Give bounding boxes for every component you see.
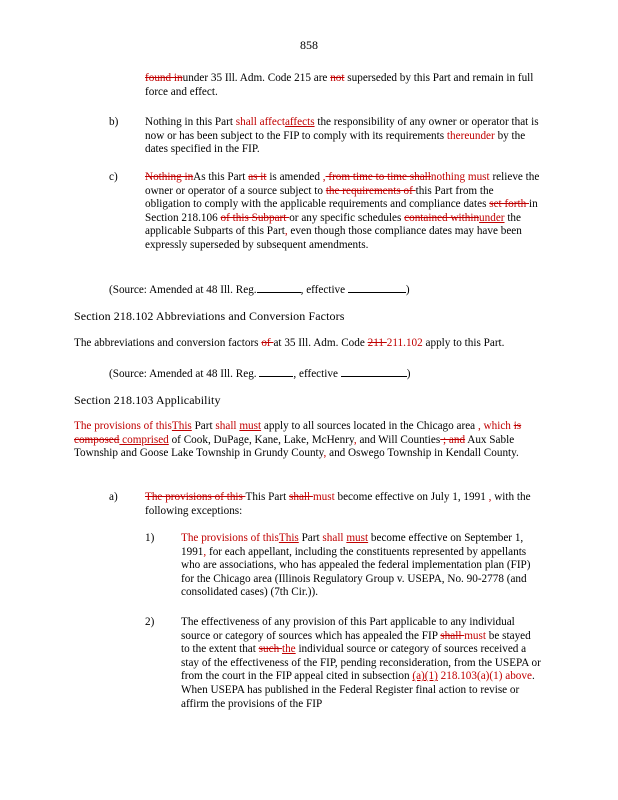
deleted-text: of: [261, 337, 274, 349]
text: As this Part: [193, 171, 249, 183]
paragraph-c: [145, 171, 540, 253]
deleted-text: 211: [367, 337, 387, 349]
inserted-text: must: [346, 532, 369, 544]
source-effective: , effective: [293, 368, 338, 380]
paragraph-b: [145, 116, 540, 157]
text: the responsibility of any owner or operator that is now or has been subject to the FIP to comply with its requirements: [145, 116, 539, 142]
inserted-text: This: [171, 420, 192, 432]
deleted-text: contained within: [404, 211, 480, 224]
text: and Will Counties: [356, 433, 441, 446]
red-text: ,: [485, 491, 492, 503]
red-text: ,: [323, 447, 327, 460]
text: even though those compliance dates may have been expressly superseded by subsequent amendments.: [145, 225, 522, 251]
item-label-a1: 1): [145, 532, 155, 544]
deleted-text: of this Subpart: [220, 211, 290, 224]
paragraph-continuation: [145, 72, 540, 99]
text: of Cook, DuPage, Kane, Lake, McHenry: [168, 433, 354, 446]
deleted-text: the requirements of: [325, 184, 416, 197]
deleted-text: set forth: [489, 198, 530, 211]
text: The abbreviations and conversion factors: [74, 337, 262, 349]
source-effective: , effective: [300, 284, 346, 296]
source-close: ): [405, 284, 410, 296]
inserted-text: This: [278, 532, 299, 544]
paragraph-218-103: [74, 420, 546, 461]
text: Aux Sable Township and Goose Lake Township in Grundy County: [74, 433, 515, 460]
red-text: ,: [322, 171, 326, 183]
deleted-text: ; and: [440, 433, 466, 446]
text: individual source or category of sources received a stay of the effectiveness of the FIP, pending reconsideration, from the USEPA or from the court in the FIP appeal cited in subsection: [181, 643, 541, 683]
red-text: must: [464, 629, 486, 642]
text: at 35 Ill. Adm. Code: [273, 337, 368, 349]
text: become effective on July 1, 1991: [334, 491, 486, 503]
red-text: must: [312, 491, 335, 503]
deleted-text: as it: [248, 171, 267, 183]
red-text: 218.103(a)(1) above: [437, 670, 532, 683]
inserted-text: (a)(1): [412, 670, 438, 683]
red-text: ,: [353, 433, 357, 446]
text: with the following exceptions:: [145, 491, 531, 517]
text: is amended: [266, 171, 323, 183]
text: by the dates specified in the FIP.: [145, 129, 526, 156]
item-label-c: c): [109, 171, 118, 183]
text: Part: [298, 532, 323, 544]
text: . When USEPA has published in the Federal Register final action to revise or affirm the provisions of the FIP: [181, 670, 535, 710]
deleted-text: not: [330, 72, 345, 84]
text: and Oswego Township in Kendall County.: [326, 447, 519, 460]
paragraph-a1: [181, 532, 541, 600]
paragraph-218-102: [74, 337, 544, 351]
text: superseded by this Part and remain in full force and effect.: [145, 72, 534, 98]
blank-register: [259, 366, 293, 377]
red-text: thereunder: [446, 129, 495, 142]
inserted-text: comprised: [119, 433, 169, 446]
section-heading-218-103: Section 218.103 Applicability: [74, 393, 221, 407]
inserted-text: under: [479, 211, 505, 224]
source-prefix: (Source: Amended at 48 Ill. Reg.: [109, 284, 257, 296]
red-text: The provisions of this: [74, 420, 172, 432]
text: this Part from the obligation to comply with the applicable requirements and compliance dates: [145, 184, 494, 211]
inserted-text: the: [281, 643, 296, 656]
red-text: shall: [215, 420, 240, 432]
text: under 35 Ill. Adm. Code 215 are: [182, 72, 331, 84]
source-note-1: [109, 282, 509, 298]
text: apply to this Part.: [422, 337, 505, 349]
red-text: 211.102: [386, 337, 423, 349]
deleted-text: The provisions of this: [145, 491, 246, 503]
paragraph-a2: [181, 616, 541, 711]
text: the applicable Subparts of this Part: [145, 211, 521, 238]
item-label-a2: 2): [145, 616, 155, 628]
source-note-2: [109, 366, 509, 382]
text: or any specific schedules: [289, 211, 405, 224]
red-text: , which: [475, 420, 514, 432]
text: become effective on September 1, 1991: [181, 532, 524, 558]
text: be stayed to the extent that: [181, 629, 531, 656]
page-number: 858: [300, 38, 318, 52]
deleted-text: such: [258, 643, 282, 656]
blank-date: [341, 366, 407, 377]
red-text: shall affect: [235, 116, 285, 128]
inserted-text: affects: [284, 116, 315, 128]
text: Nothing in this Part: [145, 116, 236, 128]
red-text: The provisions of this: [181, 532, 279, 544]
source-close: ): [406, 368, 411, 380]
red-text: ,: [203, 545, 207, 558]
paragraph-a: [145, 491, 540, 518]
red-text: ,: [284, 225, 288, 238]
item-label-a: a): [109, 491, 118, 503]
text: for each appellant, including the constituents represented by appellants who are associations, who has appealed the federal implementation plan (FIP) for the Chicago area (Illinois Regulatory Group v. USEPA, No. 90-2778 (and consolidated cases) (7th Cir.)).: [181, 545, 531, 599]
blank-date: [348, 282, 406, 293]
text: apply to all sources located in the Chicago area: [261, 420, 476, 432]
red-text: shall: [322, 532, 347, 544]
deleted-text: Nothing in: [145, 171, 194, 183]
red-text: nothing must: [430, 171, 490, 183]
text: relieve the owner or operator of a source subject to: [145, 171, 540, 197]
deleted-text: found in: [145, 72, 183, 84]
text: Part: [191, 420, 216, 432]
text: in Section 218.106: [145, 198, 538, 224]
blank-register: [257, 282, 301, 293]
text: The effectiveness of any provision of this Part applicable to any individual source or category of sources which has appealed the FIP: [181, 616, 515, 642]
text: This Part: [245, 491, 289, 503]
deleted-text: from time to time shall: [325, 171, 431, 183]
inserted-text: must: [239, 420, 262, 432]
deleted-text: is composed: [74, 420, 522, 446]
deleted-text: shall: [440, 629, 465, 642]
section-heading-218-102: Section 218.102 Abbreviations and Conversion Factors: [74, 309, 345, 323]
item-label-b: b): [109, 116, 119, 128]
deleted-text: shall: [289, 491, 313, 503]
source-prefix: (Source: Amended at 48 Ill. Reg.: [109, 368, 257, 380]
